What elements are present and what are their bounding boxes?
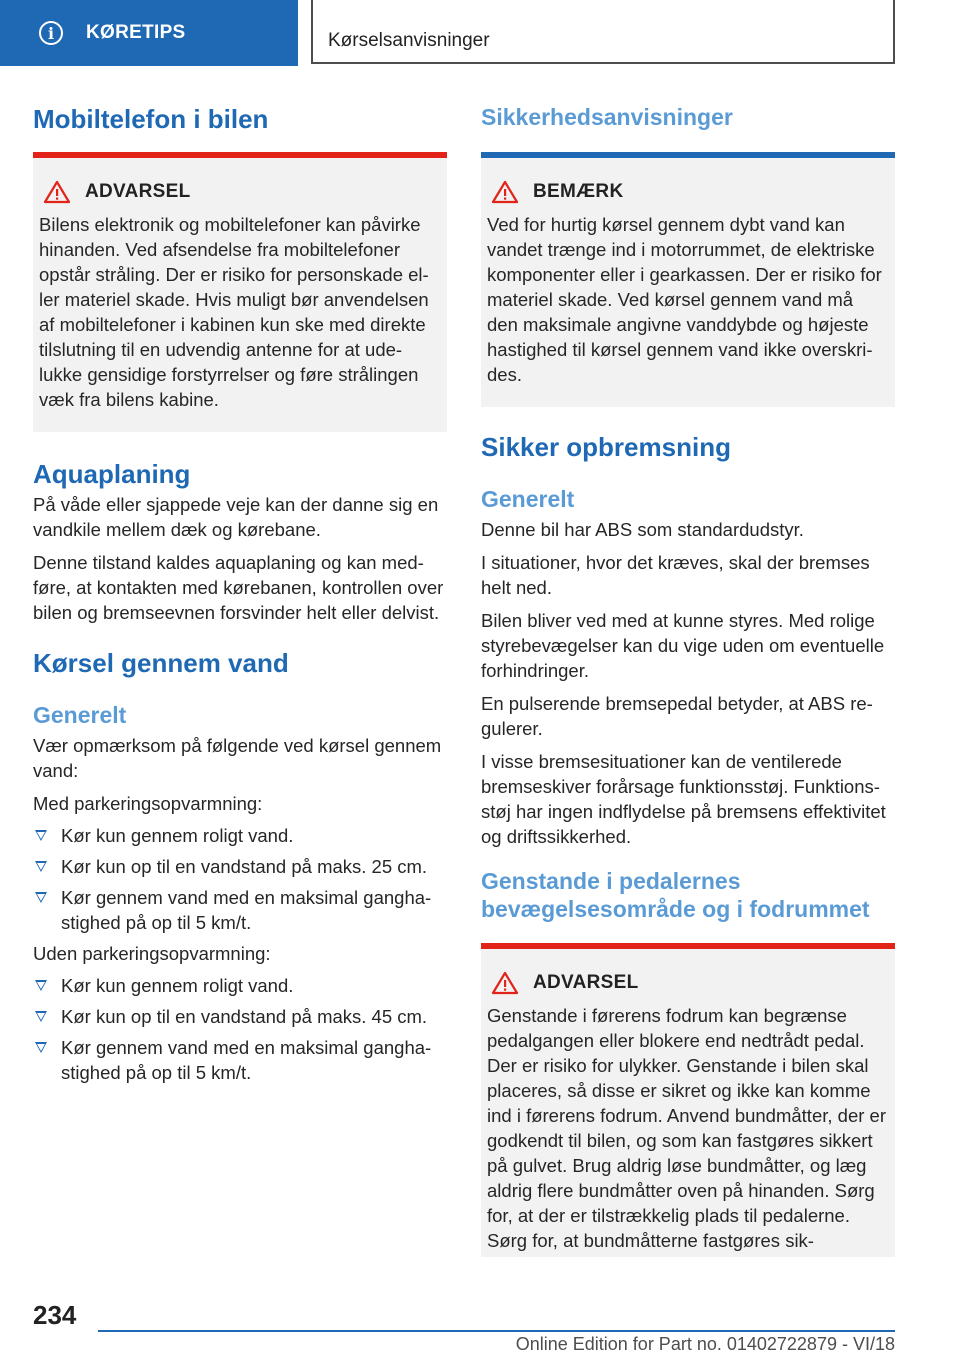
arrow-bullet-icon [35,980,47,991]
paragraph: Uden parkeringsopvarmning: [33,943,271,964]
section-header-title: Kørselsanvisninger [328,30,490,51]
heading-mobile-phone: Mobiltelefon i bilen [33,104,269,134]
paragraph: I situationer, hvor det kræves, skal der bremses helt ned. [481,552,870,598]
chapter-tab-label: KØRETIPS [86,22,186,43]
list-item: Kør gennem vand med en maksimal ganghastighed på op til 5 km/t. [33,885,447,935]
paragraph: Med parkeringsopvarmning: [33,793,263,814]
arrow-bullet-icon [35,1042,47,1053]
chapter-tab[interactable] [0,0,298,66]
heading-driving-through-water: Kørsel gennem vand [33,648,289,678]
subheading-general: Generelt [33,702,127,728]
footer-edition: Online Edition for Part no. 01402722879 - VI/18 [515,1334,895,1354]
paragraph: Denne bil har ABS som standardudstyr. [481,519,804,540]
note-label: BEMÆRK [533,181,624,202]
warning-label: ADVARSEL [533,972,639,993]
list-with-parking-heater [33,823,447,935]
list-item: Kør kun op til en vandstand på maks. 45 cm. [33,1004,447,1029]
subheading-safety-instructions: Sikkerhedsanvisninger [481,104,733,130]
subheading-general: Generelt [481,486,575,512]
arrow-bullet-icon [35,830,47,841]
list-without-parking-heater [33,973,447,1085]
section-header [311,0,895,64]
arrow-bullet-icon [35,861,47,872]
paragraph: En pulserende bremsepedal betyder, at ABS regulerer. [481,693,873,739]
warning-text: Genstande i førerens fodrum kan begrænse pedalgangen eller blokere end nedtrådt pedal. Der er risiko for ulykker. Genstande i bilen skal placeres, så disse er sikret og ikke kan komme ind i førerens fodrum. Anvend bundmåtter, der er godkendt til bilen, og som kan fastgøres sikkert på gulvet. Brug aldrig løse bundmåtter, og læg aldrig flere bundmåtter oven på hinanden. Sørg for, at der er tilstrækkelig plads til pedalerne. Sørg for, at bundmåtterne fastgøres sik- [487,1005,886,1251]
heading-safe-braking: Sikker opbremsning [481,432,731,462]
list-item: Kør gennem vand med en maksimal ganghastighed på op til 5 km/t. [33,1035,447,1085]
paragraph: På våde eller sjappede veje kan der danne sig en vandkile mellem dæk og kørebane. [33,494,439,540]
left-column [33,96,447,1091]
footer-divider [98,1330,895,1332]
info-icon: i [39,21,63,45]
warning-box [33,152,447,432]
warning-triangle-icon [491,971,519,995]
paragraph: Bilen bliver ved med at kunne styres. Med rolige styrebevægelser kan du vige uden om eventuelle forhindringer. [481,610,885,681]
warning-triangle-icon [43,180,71,204]
note-box [481,152,895,407]
list-item: Kør kun gennem roligt vand. [33,823,447,848]
paragraph: Denne tilstand kaldes aquaplaning og kan medføre, at kontakten med kørebanen, kontrollen over bilen og bremseevnen forsvinder helt eller delvist. [33,552,444,623]
warning-triangle-icon [491,180,519,204]
arrow-bullet-icon [35,892,47,903]
page-number: 234 [33,1300,77,1330]
warning-box [481,943,895,1257]
heading-aquaplaning: Aquaplaning [33,459,191,489]
list-item: Kør kun gennem roligt vand. [33,973,447,998]
list-item: Kør kun op til en vandstand på maks. 25 cm. [33,854,447,879]
arrow-bullet-icon [35,1011,47,1022]
paragraph: I visse bremsesituationer kan de ventilerede bremseskiver forårsage funktionsstøj. Funktionsstøj har ingen indflydelse på bremsens effektivitet og driftssikkerhed. [481,751,886,847]
warning-label: ADVARSEL [85,181,191,202]
paragraph: Vær opmærksom på følgende ved kørsel gennem vand: [33,735,442,781]
subheading-objects-pedal-area: Genstande i pedalernes bevægelsesområde og i fodrummet [481,868,870,922]
note-text: Ved for hurtig kørsel gennem dybt vand kan vandet trænge ind i motorrummet, de elektriske komponenter eller i gearkassen. Der er risiko for materiel skade. Ved kørsel gennem vand må den maksimale angivne vanddybde og højeste hastighed til kørsel gennem vand ikke overskrides. [487,214,882,385]
right-column [481,96,895,1257]
warning-text: Bilens elektronik og mobiltelefoner kan påvirke hinanden. Ved afsendelse fra mobiltelefoner opstår stråling. Der er risiko for personskade eller materiel skade. Hvis muligt bør anvendelsen af mobiltelefoner i kabinen kun ske med direkte tilslutning til en udvendig antenne for at udelukke gensidige forstyrrelser og føre strålingen væk fra bilens kabine. [39,214,429,410]
